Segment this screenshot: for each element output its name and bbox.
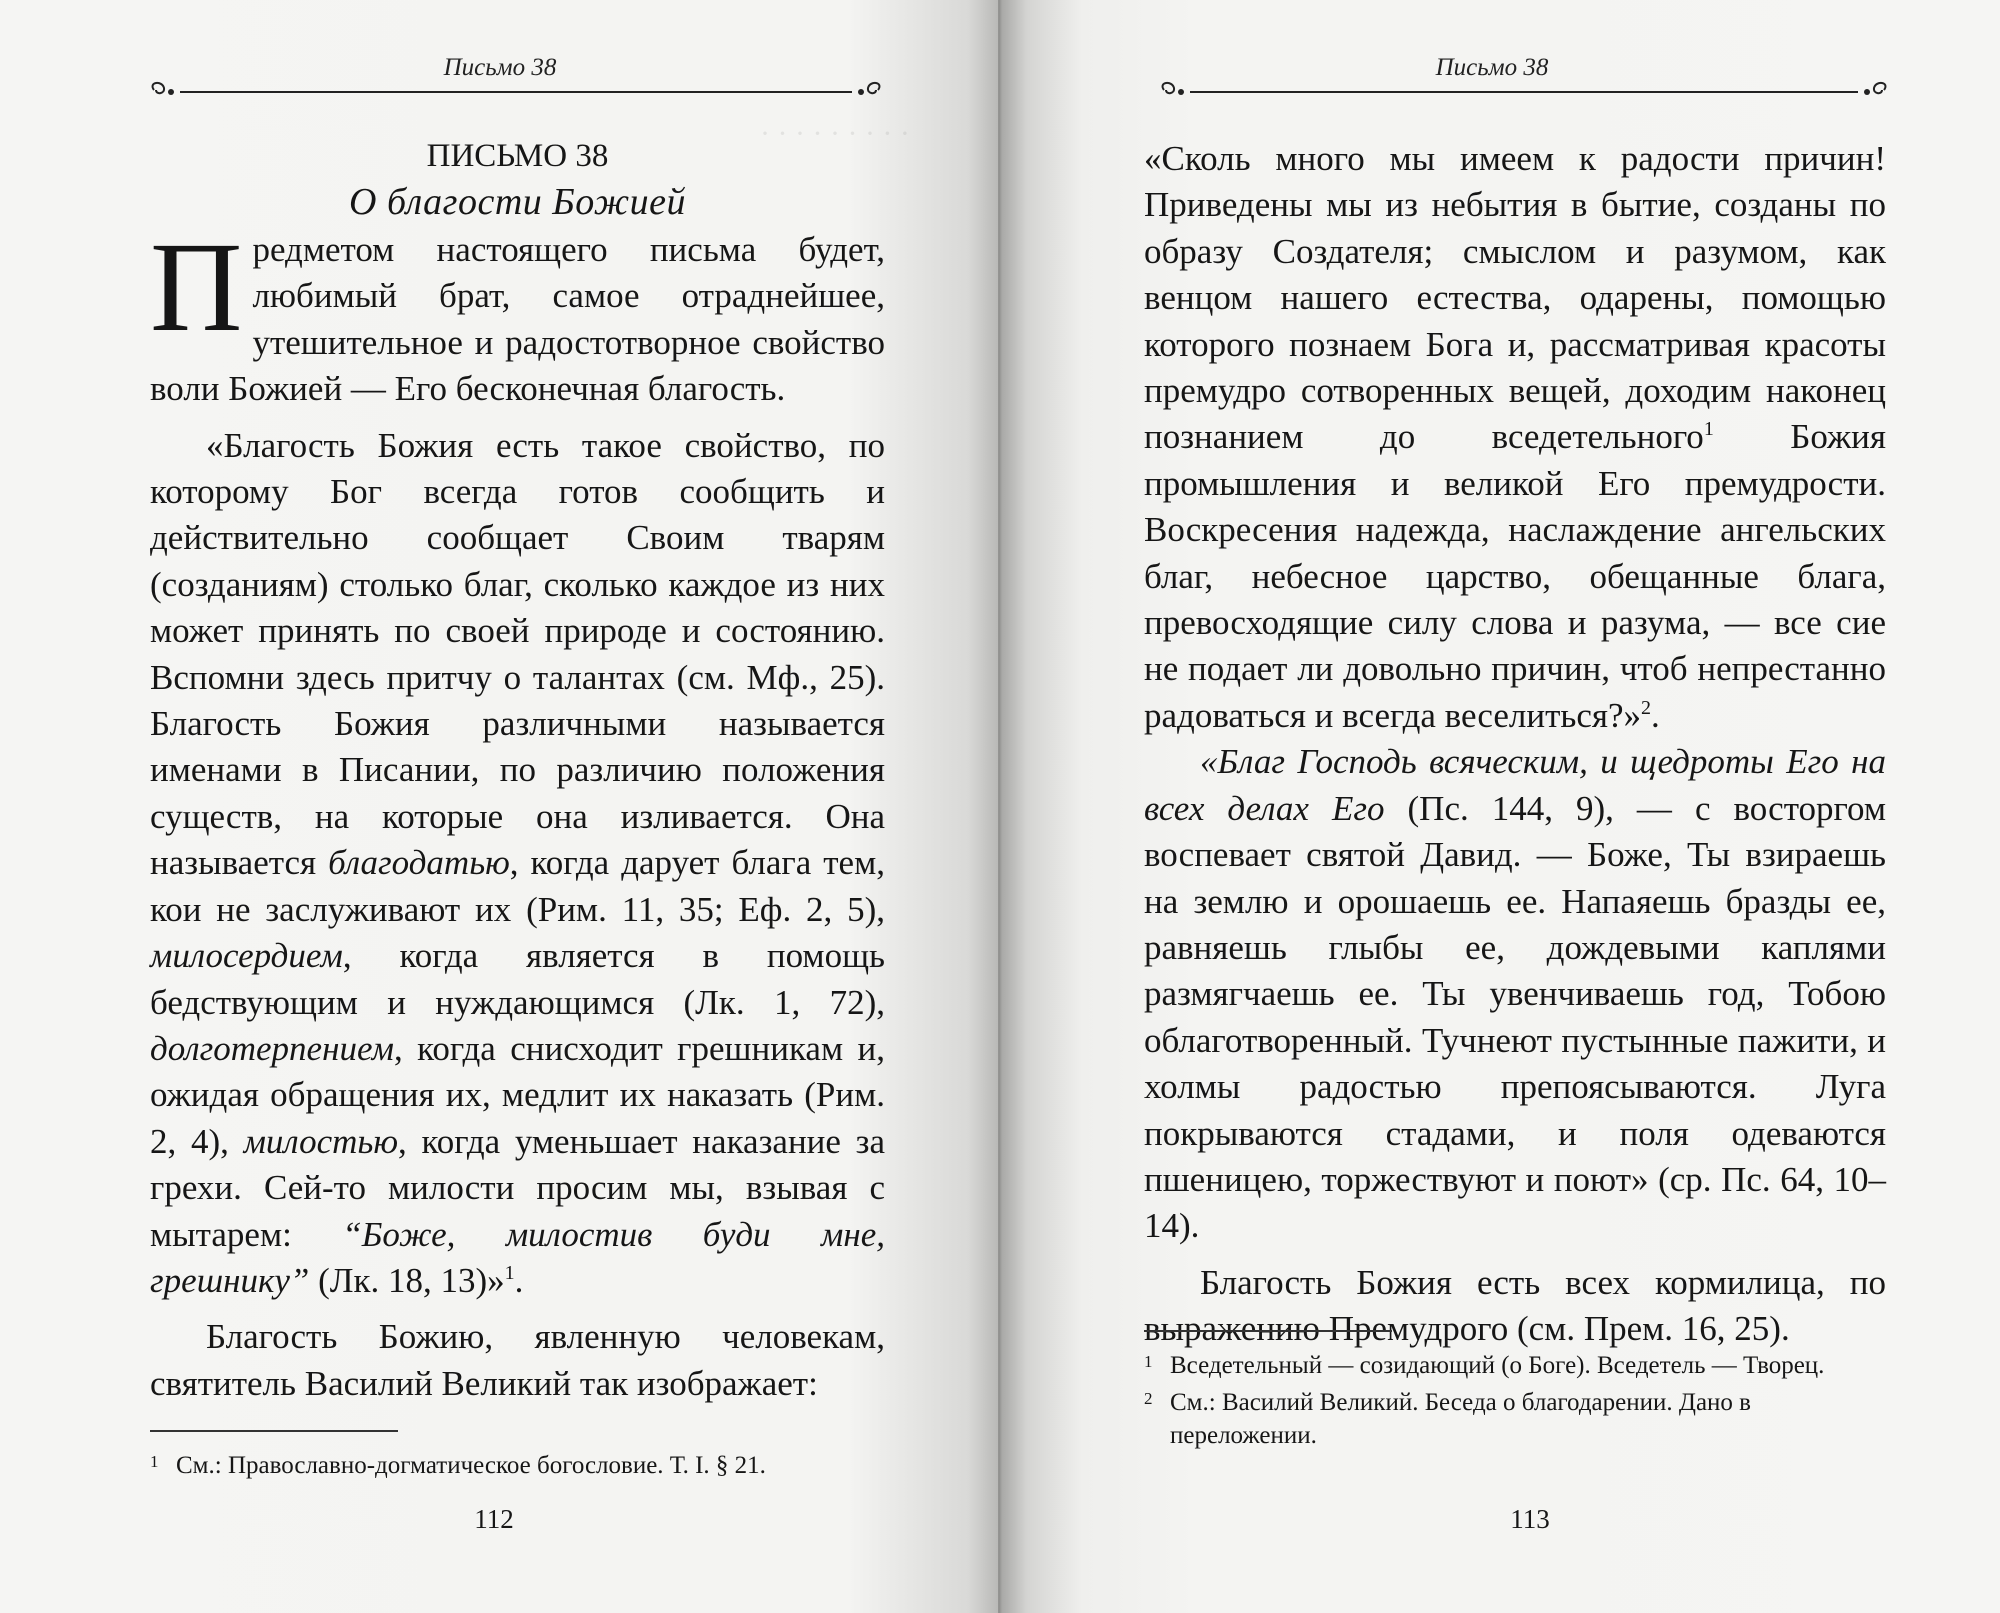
italic-term: милостью xyxy=(243,1121,399,1161)
text-run: «Сколь много мы имеем к радости причин! Приведены мы из небытия в бытие, созданы по образу Создателя; смыслом и разумом, как венцом нашего естества, одарены, помощью которого познаем Бога и, рассматривая красоты премудро сотворенных вещей, доходим наконец познанием до вседетельного xyxy=(1144,139,1886,457)
footnote-ref: 2 xyxy=(1641,696,1652,719)
running-head-right: Письмо 38 xyxy=(1435,54,1549,81)
footnote-ref: 1 xyxy=(504,1261,515,1284)
footnote-number: 2 xyxy=(1144,1389,1153,1408)
page-number-right: 113 xyxy=(1510,1504,1550,1534)
footnote-1 xyxy=(150,1445,885,1482)
paragraph-vasily: Благость Божию, явленную человекам, святитель Василий Великий так изображает: xyxy=(150,1317,885,1403)
footnote-separator xyxy=(1144,1330,1392,1332)
running-head-left: Письмо 38 xyxy=(443,54,557,81)
ornamental-rule-left xyxy=(140,78,892,102)
page-number-left: 112 xyxy=(474,1504,514,1534)
footnote-number: 1 xyxy=(150,1452,159,1471)
bleed-through-shadow: · · · · · · · · · xyxy=(760,117,910,150)
chapter-title: ПИСЬМО 38 xyxy=(426,138,609,174)
footnote-text: Вседетельный — созидающий (о Боге). Вседетель — Творец. xyxy=(1170,1352,1825,1379)
italic-quote: «Благ Господь всяческим, и щедроты Его на всех делах Его xyxy=(1144,742,1886,828)
italic-quote: “Боже, милостив буди мне, грешнику” xyxy=(150,1214,885,1300)
footnote-number: 1 xyxy=(1144,1352,1153,1371)
text-run: «Благость Божия есть такое свойство, по которому Бог всегда готов сообщить и действительно сообщает Своим тварям (созданиям) столько благ, сколько каждое из них может принять по своей природе и состоянию. Вспомни здесь притчу о талантах (см. Мф., 25). Благость Божия различными называется именами в Писании, по различию положения существ, на которые она изливается. Она называется xyxy=(150,425,885,883)
right-page xyxy=(1002,0,2000,1613)
text-run: (Пс. 144, 9), — с восторгом воспевает святой Давид. — Боже, Ты взираешь на землю и орошаешь ее. Напаяешь бразды ее, равняешь глыбы ее, дождевыми каплями размягчаешь ее. Ты увенчиваешь год, Тобою облаготворенный. Тучнеют пустынные пажити, и холмы радостью препоясываются. Луга покрываются стадами, и поля одеваются пшеницею, торжествуют и поют» (ср. Пс. 64, 10–14). xyxy=(1144,788,1886,1246)
text-run: Божия промышления и великой Его премудрости. Воскресения надежда, наслаждение ангельских благ, небесное царство, обещанные блага, превосходящие силу слова и разума, — все сие не подает ли довольно причин, чтоб непрестанно радоваться и всегда веселиться?» xyxy=(1144,417,1886,735)
footnote-separator xyxy=(150,1430,398,1432)
footnotes-right xyxy=(1144,1345,1886,1452)
paragraph-psalm xyxy=(1144,739,1886,1249)
ornamental-rule-right xyxy=(1150,78,1898,102)
footnotes-left xyxy=(150,1445,885,1482)
italic-term: милосердием xyxy=(150,936,343,976)
paragraph-vasily-quote xyxy=(1144,136,1886,739)
footnote-2 xyxy=(1144,1382,1886,1452)
intro-text: редметом настоящего письма будет, любимый брат, самое отраднейшее, утешительное и радостотворное свойство воли Божией — Его бесконечная благость. xyxy=(150,230,885,409)
paragraph-blagost-definition xyxy=(150,423,885,1305)
text-run: , когда является в помощь бедствующим и нуждающимся (Лк. 1, 72), xyxy=(150,936,885,1022)
chapter-subtitle: О благости Божией xyxy=(349,181,686,223)
left-page xyxy=(0,0,998,1613)
italic-term: благодатью xyxy=(328,843,510,883)
italic-term: долготерпением xyxy=(150,1028,394,1068)
text-run: , когда дарует блага тем, кои не заслуживают их (Рим. 11, 35; Еф. 2, 5), xyxy=(150,843,885,929)
left-text-block xyxy=(150,135,885,1407)
footnote-ref: 1 xyxy=(1703,418,1714,441)
paragraph-kormilitsa: Благость Божия есть всех кормилица, по выражению Премудрого (см. Прем. 16, 25). xyxy=(1144,1262,1886,1349)
footnote-1 xyxy=(1144,1345,1886,1382)
text-run: , когда уменьшает наказание за грехи. Сей-то милости просим мы, взывая с мытарем: xyxy=(150,1121,886,1254)
right-text-block xyxy=(1144,136,1886,1353)
text-run: . xyxy=(514,1260,524,1300)
text-run: , когда снисходит грешникам и, ожидая обращения их, медлит их наказать (Рим. 2, 4), xyxy=(150,1028,885,1161)
footnote-text: См.: Василий Великий. Беседа о благодарении. Дано в переложении. xyxy=(1170,1389,1751,1449)
text-run: . xyxy=(1651,695,1660,735)
text-run: (Лк. 18, 13)» xyxy=(309,1260,505,1300)
intro-paragraph xyxy=(150,216,885,413)
footnote-text: См.: Православно-догматическое богословие. Т. I. § 21. xyxy=(176,1452,766,1479)
drop-cap: П xyxy=(150,216,243,358)
